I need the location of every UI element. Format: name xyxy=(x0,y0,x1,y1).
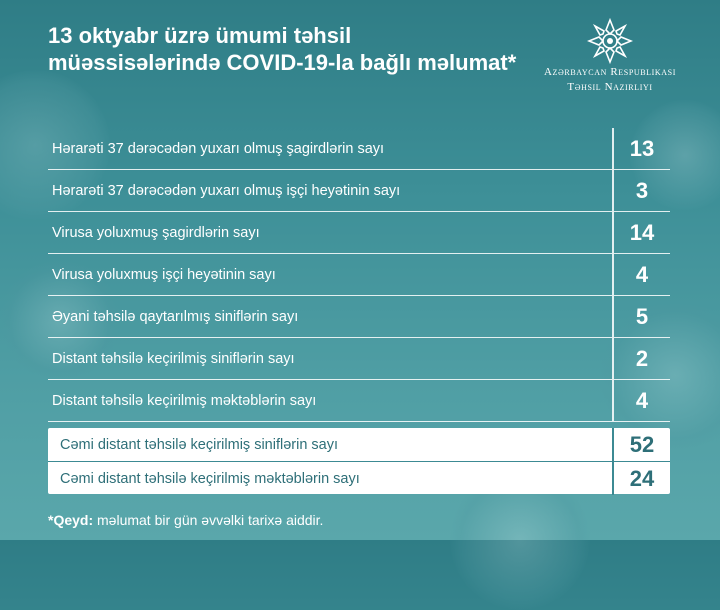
page-title: 13 oktyabr üzrə ümumi təhsil müəssisələrində COVID-19-la bağlı məlumat* xyxy=(48,23,517,75)
row-value: 13 xyxy=(612,128,670,169)
row-label: Distant təhsilə keçirilmiş siniflərin sayı xyxy=(52,350,295,367)
summary-row xyxy=(48,428,670,461)
footnote-text: məlumat bir gün əvvəlki tarixə aiddir. xyxy=(93,512,324,528)
row-value: 2 xyxy=(612,338,670,379)
table-row xyxy=(48,380,670,422)
table-row xyxy=(48,128,670,170)
row-label: Əyani təhsilə qaytarılmış siniflərin sayı xyxy=(52,308,299,325)
row-label: Hərarəti 37 dərəcədən yuxarı olmuş şagirdlərin sayı xyxy=(52,140,385,157)
table-row xyxy=(48,212,670,254)
summary-value: 24 xyxy=(612,462,670,495)
row-label: Virusa yoluxmuş şagirdlərin sayı xyxy=(52,224,260,241)
table-row xyxy=(48,170,670,212)
footnote-prefix: *Qeyd: xyxy=(48,512,94,528)
ministry-name-line2: Təhsil Nazirliyi xyxy=(567,81,653,93)
summary-value: 52 xyxy=(612,428,670,461)
summary-box xyxy=(48,428,670,494)
ministry-name-line1: Azərbaycan Respublikası xyxy=(544,66,676,78)
table-row xyxy=(48,254,670,296)
stats-table xyxy=(48,128,670,422)
summary-row xyxy=(48,461,670,495)
table-row xyxy=(48,338,670,380)
row-value: 3 xyxy=(612,170,670,211)
ministry-emblem-icon xyxy=(587,18,633,64)
ministry-logo xyxy=(520,18,700,94)
row-label: Hərarəti 37 dərəcədən yuxarı olmuş işçi heyətinin sayı xyxy=(52,182,401,199)
row-label: Virusa yoluxmuş işçi heyətinin sayı xyxy=(52,266,276,283)
row-value: 4 xyxy=(612,380,670,421)
row-value: 14 xyxy=(612,212,670,253)
footnote xyxy=(48,512,323,528)
summary-label: Cəmi distant təhsilə keçirilmiş siniflərin sayı xyxy=(60,436,338,453)
summary-label: Cəmi distant təhsilə keçirilmiş məktəblərin sayı xyxy=(60,470,360,487)
table-row xyxy=(48,296,670,338)
row-value: 4 xyxy=(612,254,670,295)
row-label: Distant təhsilə keçirilmiş məktəblərin sayı xyxy=(52,392,317,409)
row-value: 5 xyxy=(612,296,670,337)
